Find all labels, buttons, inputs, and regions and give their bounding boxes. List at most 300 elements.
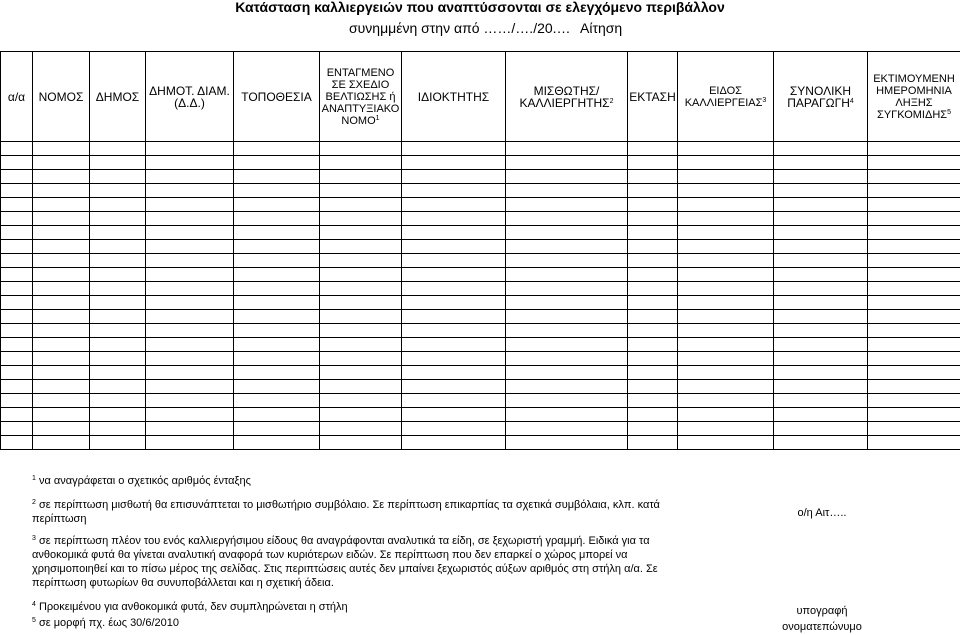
table-cell[interactable] [678, 408, 774, 422]
table-cell[interactable] [628, 394, 678, 408]
table-cell[interactable] [1, 254, 33, 268]
table-cell[interactable] [628, 380, 678, 394]
table-cell[interactable] [320, 212, 402, 226]
table-cell[interactable] [506, 310, 628, 324]
table-cell[interactable] [774, 296, 868, 310]
table-cell[interactable] [33, 198, 90, 212]
table-cell[interactable] [678, 212, 774, 226]
table-cell[interactable] [234, 310, 320, 324]
table-cell[interactable] [90, 226, 146, 240]
table-cell[interactable] [146, 408, 234, 422]
applicant-label: ο/η Αιτ….. [797, 507, 847, 519]
table-cell[interactable] [320, 324, 402, 338]
subtitle-date-reference: συνημμένη στην από ……/…./20.… [349, 20, 571, 36]
table-cell[interactable] [320, 268, 402, 282]
table-cell[interactable] [868, 380, 960, 394]
table-cell[interactable] [402, 408, 506, 422]
table-cell[interactable] [90, 254, 146, 268]
table-cell[interactable] [868, 338, 960, 352]
table-cell[interactable] [146, 240, 234, 254]
table-cell[interactable] [320, 156, 402, 170]
table-cell[interactable] [146, 324, 234, 338]
table-cell[interactable] [506, 296, 628, 310]
table-cell[interactable] [402, 268, 506, 282]
col-header-idioktitis: ΙΔΙΟΚΤΗΤΗΣ [402, 52, 506, 142]
table-cell[interactable] [868, 324, 960, 338]
table-cell[interactable] [90, 310, 146, 324]
table-cell[interactable] [234, 212, 320, 226]
table-cell[interactable] [320, 240, 402, 254]
table-cell[interactable] [234, 240, 320, 254]
col-header-eidos: ΕΙΔΟΣ ΚΑΛΛΙΕΡΓΕΙΑΣ$^3$ [678, 52, 774, 142]
table-cell[interactable] [1, 366, 33, 380]
table-cell[interactable] [1, 338, 33, 352]
table-cell[interactable] [678, 226, 774, 240]
table-cell[interactable] [678, 338, 774, 352]
table-cell[interactable] [90, 394, 146, 408]
table-cell[interactable] [678, 352, 774, 366]
table-cell[interactable] [33, 422, 90, 436]
table-cell[interactable] [628, 212, 678, 226]
table-cell[interactable] [320, 170, 402, 184]
table-cell[interactable] [320, 254, 402, 268]
table-cell[interactable] [234, 268, 320, 282]
table-cell[interactable] [33, 408, 90, 422]
table-cell[interactable] [402, 184, 506, 198]
table-cell[interactable] [402, 324, 506, 338]
col-header-misthotis: ΜΙΣΘΩΤΗΣ/ ΚΑΛΛΙΕΡΓΗΤΗΣ$^2$ [506, 52, 628, 142]
table-cell[interactable] [628, 198, 678, 212]
table-cell[interactable] [234, 170, 320, 184]
table-cell[interactable] [1, 282, 33, 296]
table-cell[interactable] [1, 324, 33, 338]
table-cell[interactable] [234, 156, 320, 170]
table-cell[interactable] [90, 436, 146, 450]
table-cell[interactable] [628, 254, 678, 268]
table-cell[interactable] [146, 184, 234, 198]
table-cell[interactable] [628, 352, 678, 366]
table-cell[interactable] [868, 226, 960, 240]
table-cell[interactable] [774, 366, 868, 380]
table-cell[interactable] [678, 142, 774, 156]
table-cell[interactable] [868, 240, 960, 254]
table-cell[interactable] [33, 436, 90, 450]
table-body [1, 142, 960, 450]
table-cell[interactable] [1, 226, 33, 240]
table-cell[interactable] [320, 282, 402, 296]
table-cell[interactable] [868, 268, 960, 282]
table-cell[interactable] [33, 366, 90, 380]
table-row [1, 184, 960, 198]
table-cell[interactable] [774, 254, 868, 268]
table-cell[interactable] [33, 142, 90, 156]
table-cell[interactable] [506, 156, 628, 170]
table-cell[interactable] [146, 422, 234, 436]
table-cell[interactable] [628, 268, 678, 282]
table-cell[interactable] [33, 310, 90, 324]
table-cell[interactable] [90, 142, 146, 156]
table-cell[interactable] [90, 184, 146, 198]
table-cell[interactable] [402, 226, 506, 240]
table-cell[interactable] [402, 352, 506, 366]
table-cell[interactable] [320, 184, 402, 198]
table-cell[interactable] [1, 240, 33, 254]
table-cell[interactable] [868, 422, 960, 436]
table-cell[interactable] [146, 268, 234, 282]
table-row [1, 142, 960, 156]
table-cell[interactable] [90, 380, 146, 394]
table-cell[interactable] [146, 338, 234, 352]
table-cell[interactable] [146, 352, 234, 366]
table-cell[interactable] [1, 310, 33, 324]
table-cell[interactable] [868, 156, 960, 170]
col-header-aa: α/α [1, 52, 33, 142]
table-cell[interactable] [628, 408, 678, 422]
table-cell[interactable] [678, 310, 774, 324]
table-cell[interactable] [868, 296, 960, 310]
table-cell[interactable] [1, 436, 33, 450]
table-cell[interactable] [320, 408, 402, 422]
table-cell[interactable] [678, 296, 774, 310]
table-cell[interactable] [90, 422, 146, 436]
table-row [1, 394, 960, 408]
table-cell[interactable] [402, 282, 506, 296]
table-cell[interactable] [146, 212, 234, 226]
table-cell[interactable] [628, 240, 678, 254]
table-cell[interactable] [33, 156, 90, 170]
table-cell[interactable] [320, 352, 402, 366]
table-cell[interactable] [678, 156, 774, 170]
table-cell[interactable] [33, 226, 90, 240]
table-cell[interactable] [868, 310, 960, 324]
table-cell[interactable] [506, 394, 628, 408]
table-cell[interactable] [90, 240, 146, 254]
table-cell[interactable] [234, 380, 320, 394]
table-cell[interactable] [774, 268, 868, 282]
table-row [1, 226, 960, 240]
table-cell[interactable] [234, 184, 320, 198]
document-title: Κατάσταση καλλιεργειών που αναπτύσσονται σε ελεγχόμενο περιβάλλον [235, 0, 725, 15]
table-cell[interactable] [90, 156, 146, 170]
table-cell[interactable] [1, 198, 33, 212]
table-cell[interactable] [506, 408, 628, 422]
table-cell[interactable] [146, 156, 234, 170]
table-cell[interactable] [868, 394, 960, 408]
table-cell[interactable] [320, 142, 402, 156]
table-cell[interactable] [774, 422, 868, 436]
table-cell[interactable] [1, 156, 33, 170]
table-cell[interactable] [90, 268, 146, 282]
table-cell[interactable] [402, 310, 506, 324]
table-cell[interactable] [868, 184, 960, 198]
table-cell[interactable] [774, 394, 868, 408]
table-cell[interactable] [774, 226, 868, 240]
table-cell[interactable] [402, 212, 506, 226]
table-cell[interactable] [506, 170, 628, 184]
crops-table [0, 51, 960, 450]
table-cell[interactable] [146, 282, 234, 296]
table-cell[interactable] [868, 212, 960, 226]
table-cell[interactable] [868, 254, 960, 268]
table-cell[interactable] [628, 184, 678, 198]
table-cell[interactable] [628, 422, 678, 436]
table-cell[interactable] [90, 282, 146, 296]
table-cell[interactable] [402, 142, 506, 156]
table-cell[interactable] [402, 296, 506, 310]
table-cell[interactable] [402, 338, 506, 352]
table-cell[interactable] [90, 352, 146, 366]
table-cell[interactable] [33, 240, 90, 254]
table-cell[interactable] [402, 156, 506, 170]
table-cell[interactable] [506, 198, 628, 212]
table-cell[interactable] [146, 310, 234, 324]
table-cell[interactable] [678, 254, 774, 268]
table-cell[interactable] [90, 198, 146, 212]
table-cell[interactable] [234, 366, 320, 380]
table-cell[interactable] [678, 268, 774, 282]
table-cell[interactable] [234, 436, 320, 450]
table-cell[interactable] [402, 254, 506, 268]
table-cell[interactable] [628, 338, 678, 352]
table-cell[interactable] [1, 268, 33, 282]
table-cell[interactable] [774, 408, 868, 422]
table-cell[interactable] [320, 198, 402, 212]
table-cell[interactable] [33, 380, 90, 394]
table-cell[interactable] [774, 240, 868, 254]
table-cell[interactable] [506, 142, 628, 156]
table-cell[interactable] [402, 198, 506, 212]
table-cell[interactable] [33, 324, 90, 338]
table-cell[interactable] [506, 212, 628, 226]
table-cell[interactable] [402, 422, 506, 436]
footnote-4: $^4$ Προκειμένου για ανθοκομικά φυτά, δεν συμπληρώνεται η στήλη [32, 601, 348, 613]
table-cell[interactable] [678, 240, 774, 254]
table-cell[interactable] [774, 156, 868, 170]
table-cell[interactable] [234, 324, 320, 338]
table-cell[interactable] [33, 338, 90, 352]
table-cell[interactable] [234, 408, 320, 422]
table-cell[interactable] [774, 436, 868, 450]
table-cell[interactable] [402, 170, 506, 184]
table-cell[interactable] [320, 338, 402, 352]
table-row [1, 380, 960, 394]
col-header-dimot-diam: ΔΗΜΟΤ. ΔΙΑΜ. (Δ.Δ.) [146, 52, 234, 142]
col-header-synoliki-paragogi: ΣΥΝΟΛΙΚΗ ΠΑΡΑΓΩΓΗ$^4$ [774, 52, 868, 142]
table-row [1, 282, 960, 296]
table-cell[interactable] [506, 366, 628, 380]
table-cell[interactable] [678, 282, 774, 296]
table-cell[interactable] [90, 324, 146, 338]
table-cell[interactable] [90, 170, 146, 184]
footnote-2: $^2$ σε περίπτωση μισθωτή θα επισυνάπτεται το μισθωτήριο συμβόλαιο. Σε περίπτωση επικαρπίας τα σχετικά συμβόλαια, κλπ. κατά περίπτωση [32, 499, 660, 525]
table-cell[interactable] [628, 156, 678, 170]
table-cell[interactable] [234, 296, 320, 310]
table-cell[interactable] [628, 436, 678, 450]
table-cell[interactable] [868, 170, 960, 184]
table-cell[interactable] [774, 352, 868, 366]
table-cell[interactable] [774, 324, 868, 338]
table-cell[interactable] [320, 226, 402, 240]
col-header-dimos: ΔΗΜΟΣ [90, 52, 146, 142]
table-cell[interactable] [1, 212, 33, 226]
table-cell[interactable] [146, 436, 234, 450]
table-cell[interactable] [506, 422, 628, 436]
table-cell[interactable] [774, 282, 868, 296]
col-header-nomos: ΝΟΜΟΣ [33, 52, 90, 142]
table-cell[interactable] [678, 380, 774, 394]
table-cell[interactable] [678, 422, 774, 436]
footnote-3: $^3$ σε περίπτωση πλέον του ενός καλλιεργήσιμου είδους θα αναγράφονται αναλυτικά τα είδη, σε ξεχωριστή γραμμή. Ειδικά για τα ανθοκομικά φυτά θα γίνεται αναλυτική αναφορά των κυριότερων ειδών. Σε περίπτωση που δεν επαρκεί ο χώρος μπορεί να χρησιμοποιηθεί και το πίσω μέρος της σελίδας. Στις περιπτώσεις αυτές δεν μπαίνει ξεχωριστός αύξων αριθμός στη στήλη α/α. Σε περίπτωση φυτωρίων θα συνυποβάλλεται και η σχετική άδεια. [32, 535, 658, 589]
table-cell[interactable] [1, 184, 33, 198]
table-cell[interactable] [402, 366, 506, 380]
table-cell[interactable] [678, 170, 774, 184]
table-cell[interactable] [868, 408, 960, 422]
table-cell[interactable] [678, 324, 774, 338]
table-cell[interactable] [506, 324, 628, 338]
table-cell[interactable] [146, 198, 234, 212]
table-cell[interactable] [402, 240, 506, 254]
table-cell[interactable] [90, 366, 146, 380]
table-cell[interactable] [628, 310, 678, 324]
table-cell[interactable] [506, 226, 628, 240]
table-cell[interactable] [628, 142, 678, 156]
table-cell[interactable] [234, 352, 320, 366]
table-row [1, 212, 960, 226]
table-cell[interactable] [506, 254, 628, 268]
table-cell[interactable] [678, 366, 774, 380]
table-cell[interactable] [33, 184, 90, 198]
table-cell[interactable] [868, 198, 960, 212]
table-cell[interactable] [774, 198, 868, 212]
table-cell[interactable] [868, 366, 960, 380]
table-cell[interactable] [234, 394, 320, 408]
full-name-label: ονοματεπώνυμο [782, 621, 862, 633]
table-cell[interactable] [774, 170, 868, 184]
table-cell[interactable] [90, 408, 146, 422]
table-cell[interactable] [146, 226, 234, 240]
col-header-entagmeno: ΕΝΤΑΓΜΕΝΟ ΣΕ ΣΧΕΔΙΟ ΒΕΛΤΙΩΣΗΣ ή ΑΝΑΠΤΥΞΙΑΚΟ ΝΟΜΟ$^1$ [320, 52, 402, 142]
table-cell[interactable] [506, 436, 628, 450]
table-cell[interactable] [320, 422, 402, 436]
table-row [1, 408, 960, 422]
table-cell[interactable] [234, 226, 320, 240]
table-cell[interactable] [90, 338, 146, 352]
table-row [1, 338, 960, 352]
table-cell[interactable] [868, 436, 960, 450]
table-cell[interactable] [774, 310, 868, 324]
table-row [1, 240, 960, 254]
table-cell[interactable] [1, 394, 33, 408]
table-cell[interactable] [320, 380, 402, 394]
table-cell[interactable] [146, 296, 234, 310]
table-cell[interactable] [146, 254, 234, 268]
table-cell[interactable] [678, 184, 774, 198]
table-cell[interactable] [320, 394, 402, 408]
table-cell[interactable] [234, 338, 320, 352]
table-cell[interactable] [320, 436, 402, 450]
signature-label: υπογραφή [796, 605, 848, 617]
table-cell[interactable] [774, 212, 868, 226]
table-row [1, 324, 960, 338]
table-cell[interactable] [1, 380, 33, 394]
table-row [1, 296, 960, 310]
table-cell[interactable] [90, 212, 146, 226]
table-cell[interactable] [628, 282, 678, 296]
table-cell[interactable] [678, 198, 774, 212]
table-cell[interactable] [146, 380, 234, 394]
table-cell[interactable] [33, 394, 90, 408]
table-cell[interactable] [146, 170, 234, 184]
table-cell[interactable] [402, 380, 506, 394]
table-row [1, 352, 960, 366]
table-cell[interactable] [33, 352, 90, 366]
table-cell[interactable] [506, 268, 628, 282]
table-row [1, 170, 960, 184]
table-cell[interactable] [33, 268, 90, 282]
table-cell[interactable] [320, 366, 402, 380]
table-row [1, 198, 960, 212]
table-row [1, 366, 960, 380]
table-cell[interactable] [234, 282, 320, 296]
table-cell[interactable] [628, 324, 678, 338]
table-cell[interactable] [628, 366, 678, 380]
table-cell[interactable] [1, 142, 33, 156]
table-cell[interactable] [506, 380, 628, 394]
table-cell[interactable] [506, 240, 628, 254]
table-cell[interactable] [33, 254, 90, 268]
table-cell[interactable] [506, 184, 628, 198]
table-cell[interactable] [33, 282, 90, 296]
table-cell[interactable] [234, 198, 320, 212]
table-cell[interactable] [628, 170, 678, 184]
table-cell[interactable] [33, 170, 90, 184]
table-cell[interactable] [774, 142, 868, 156]
table-cell[interactable] [146, 142, 234, 156]
table-cell[interactable] [1, 408, 33, 422]
table-cell[interactable] [234, 254, 320, 268]
table-cell[interactable] [146, 394, 234, 408]
table-cell[interactable] [234, 422, 320, 436]
table-cell[interactable] [1, 296, 33, 310]
table-cell[interactable] [1, 170, 33, 184]
table-cell[interactable] [506, 282, 628, 296]
table-cell[interactable] [868, 282, 960, 296]
table-cell[interactable] [402, 394, 506, 408]
table-cell[interactable] [1, 352, 33, 366]
table-cell[interactable] [628, 296, 678, 310]
table-cell[interactable] [234, 142, 320, 156]
table-cell[interactable] [146, 366, 234, 380]
table-cell[interactable] [33, 212, 90, 226]
table-cell[interactable] [868, 142, 960, 156]
footnote-5: $^5$ σε μορφή πχ. έως 30/6/2010 [32, 617, 179, 629]
table-cell[interactable] [774, 184, 868, 198]
table-cell[interactable] [1, 422, 33, 436]
table-cell[interactable] [678, 436, 774, 450]
table-cell[interactable] [678, 394, 774, 408]
table-cell[interactable] [506, 352, 628, 366]
table-cell[interactable] [320, 310, 402, 324]
table-cell[interactable] [868, 352, 960, 366]
table-cell[interactable] [90, 296, 146, 310]
table-cell[interactable] [628, 226, 678, 240]
table-cell[interactable] [506, 338, 628, 352]
table-cell[interactable] [402, 436, 506, 450]
table-cell[interactable] [33, 296, 90, 310]
table-cell[interactable] [320, 296, 402, 310]
table-cell[interactable] [774, 338, 868, 352]
table-cell[interactable] [774, 380, 868, 394]
